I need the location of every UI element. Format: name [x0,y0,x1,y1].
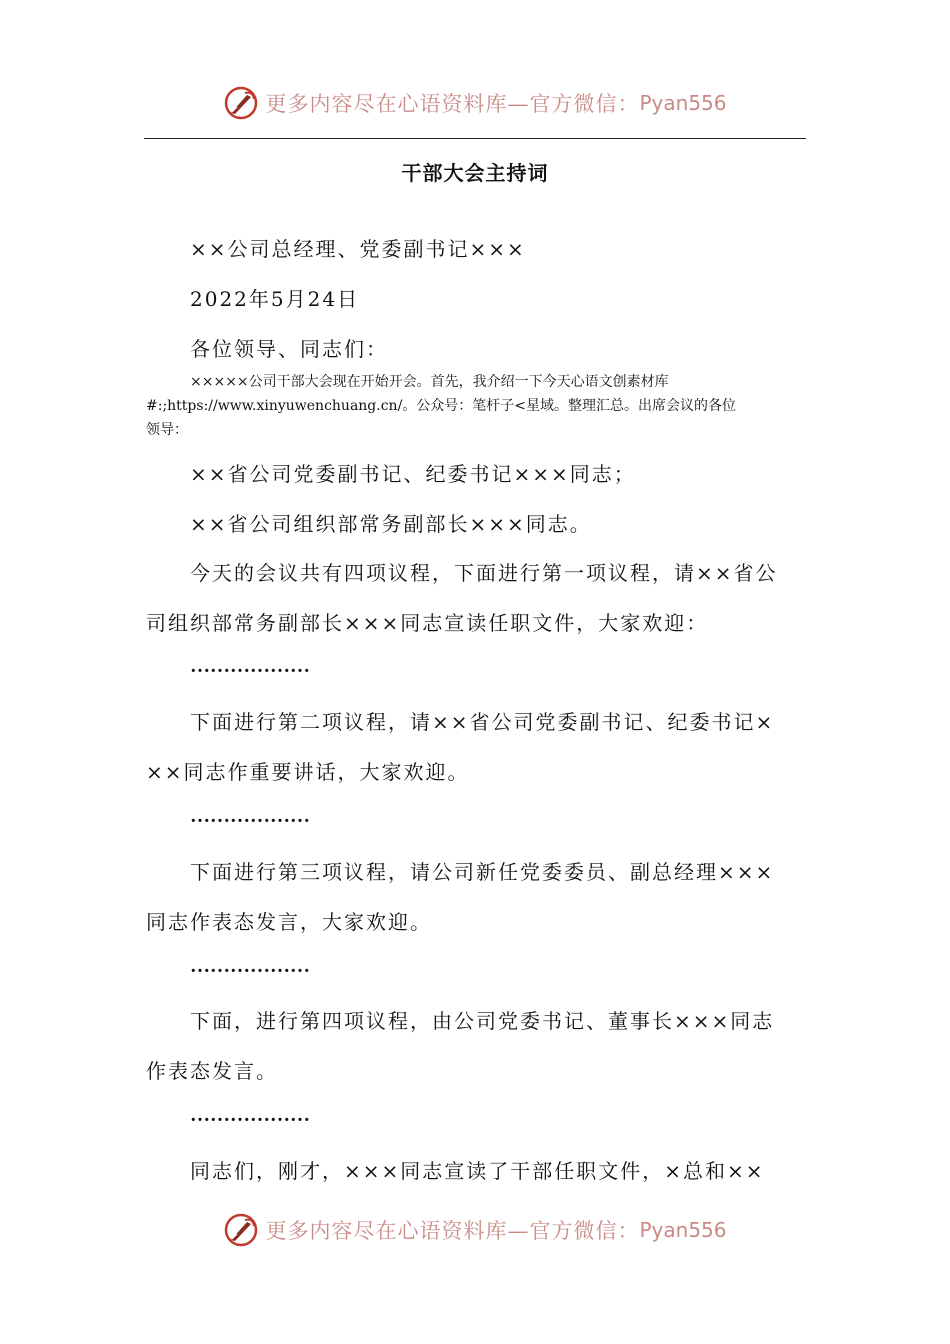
speaker-line: ××公司总经理、党委副书记××× [190,237,526,261]
leader-line-1: ××省公司党委副书记、纪委书记×××同志； [190,462,636,486]
ellipsis-2: ……………… [190,805,310,827]
greeting-line: 各位领导、同志们： [190,337,388,361]
intro-paragraph [146,370,808,442]
ellipsis-3: ……………… [190,955,310,977]
intro-line-2: #:;https://www.xinyuwenchuang.cn/。公众号：笔杆子<星域。整理汇总。出席会议的各位 [146,398,737,414]
watermark-label: 更多内容尽在心语资料库—官方微信： [265,1219,640,1243]
watermark-wechat-id: Pyan556 [639,1218,727,1242]
agenda-4-line-1: 下面，进行第四项议程，由公司党委书记、董事长×××同志 [190,1009,775,1033]
closing-line-1: 同志们，刚才，×××同志宣读了干部任职文件，×总和×× [190,1159,765,1183]
quill-pen-logo-icon [223,1212,259,1248]
agenda-3-line-2: 同志作表态发言，大家欢迎。 [146,910,432,934]
intro-line-3: 领导： [146,422,188,438]
date-line: 2022年5月24日 [190,287,360,311]
ellipsis-4: ……………… [190,1104,310,1126]
footer-watermark [0,1210,950,1250]
quill-pen-logo-icon [223,85,259,121]
header-watermark [0,83,950,123]
agenda-4-line-2: 作表态发言。 [146,1059,278,1083]
document-title: 干部大会主持词 [401,161,549,185]
intro-line-1: ×××××公司干部大会现在开始开会。首先，我介绍一下今天心语文创素材库 [190,374,669,390]
agenda-2-line-1: 下面进行第二项议程，请××省公司党委副书记、纪委书记× [190,710,775,734]
watermark-label: 更多内容尽在心语资料库—官方微信： [265,92,640,116]
agenda-3-line-1: 下面进行第三项议程，请公司新任党委委员、副总经理××× [190,860,775,884]
agenda-1-line-1: 今天的会议共有四项议程，下面进行第一项议程，请××省公 [190,561,778,585]
ellipsis-1: ……………… [190,655,310,677]
leader-line-2: ××省公司组织部常务副部长×××同志。 [190,512,592,536]
header-divider [144,138,806,139]
agenda-1-line-2: 司组织部常务副部长×××同志宣读任职文件，大家欢迎： [146,611,709,635]
watermark-wechat-id: Pyan556 [639,91,727,115]
agenda-2-line-2: ××同志作重要讲话，大家欢迎。 [146,760,470,784]
